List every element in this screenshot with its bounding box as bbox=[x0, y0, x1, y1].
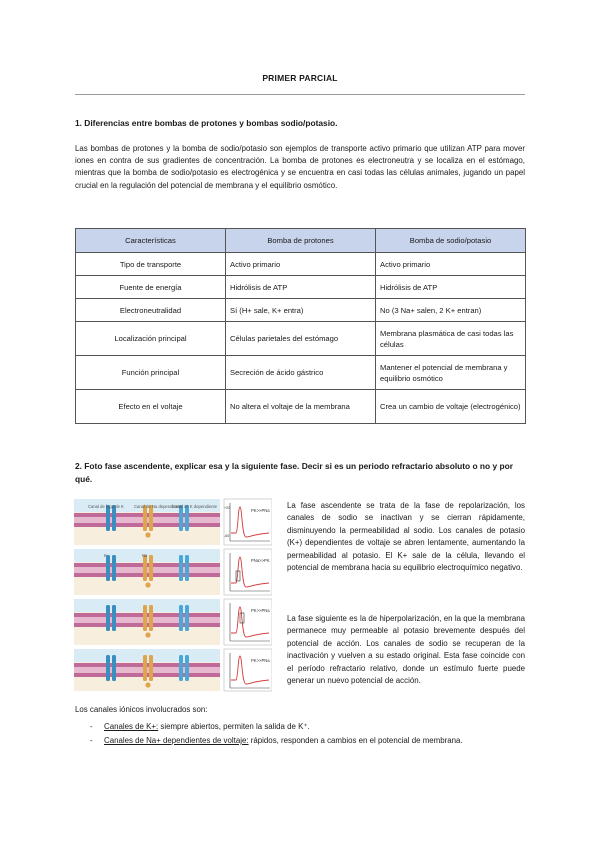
table-cell: No altera el voltaje de la membrana bbox=[226, 390, 376, 424]
table-cell: Activo primario bbox=[226, 253, 376, 276]
permeability-label: PK>>PNa bbox=[251, 608, 270, 613]
list-item bbox=[90, 720, 530, 734]
section2-paragraph-a: La fase ascendente se trata de la fase de repolarización, los canales de sodio se inactivan y se cierran rápidamente, disminuyendo la permeabilidad al sodio. Los canales de potasio (K+) dependientes de voltaje se abren lentamente, aumentando la permeabilidad al potasio. El K+ sale de la célula, llevando el potencial de membrana hacia su equilibrio electroquímico negativo. bbox=[287, 501, 525, 573]
voltage-graph bbox=[224, 649, 272, 691]
list-term: Canales de K+: bbox=[104, 722, 159, 731]
voltage-graph bbox=[224, 599, 272, 645]
table-cell: Tipo de transporte bbox=[76, 253, 226, 276]
table-cell: Electroneutralidad bbox=[76, 299, 226, 322]
table-row bbox=[76, 299, 526, 322]
ion-label: K bbox=[104, 553, 107, 558]
membrane-panel bbox=[74, 599, 220, 645]
channel-label: Canal de K dependiente bbox=[172, 504, 217, 509]
table-cell: Secreción de ácido gástrico bbox=[226, 356, 376, 390]
channel-list bbox=[90, 720, 530, 748]
membrane-panel bbox=[74, 649, 220, 691]
axis-label: +20 bbox=[224, 506, 231, 510]
list-dash: - bbox=[90, 736, 93, 745]
table-cell: Efecto en el voltaje bbox=[76, 390, 226, 424]
section1-paragraph: Las bombas de protones y la bomba de sodio/potasio son ejemplos de transporte activo primario que utilizan ATP para mover iones en contra de sus gradientes de concentración. La bomba de protones es electroneutra y se localiza en el estómago, mientras que la bomba de sodio/potasio es electrogénica y se encuentra en casi todas las células animales, jugando un papel crucial en la regulación del potencial de membrana y el equilibrio osmótico. bbox=[75, 144, 525, 190]
voltage-graph bbox=[224, 499, 272, 545]
table-row bbox=[76, 322, 526, 356]
table-cell: Fuente de energía bbox=[76, 276, 226, 299]
table-cell: Sí (H+ sale, K+ entra) bbox=[226, 299, 376, 322]
list-item bbox=[90, 734, 530, 748]
section1-heading: 1. Diferencias entre bombas de protones y bombas sodio/potasio. bbox=[75, 118, 338, 128]
table-header: Bomba de protones bbox=[226, 229, 376, 253]
action-potential-figure bbox=[74, 497, 272, 692]
table-row bbox=[76, 253, 526, 276]
table-row bbox=[76, 390, 526, 424]
list-term: Canales de Na+ dependientes de voltaje: bbox=[104, 736, 249, 745]
membrane-panel bbox=[74, 499, 220, 545]
list-intro: Los canales iónicos involucrados son: bbox=[75, 705, 208, 714]
permeability-label: PNa>>PK bbox=[251, 558, 270, 563]
table-row bbox=[76, 356, 526, 390]
permeability-label: PK>>PNa bbox=[251, 508, 270, 513]
voltage-graph bbox=[224, 549, 272, 595]
table-cell: Crea un cambio de voltaje (electrogénico) bbox=[376, 390, 526, 424]
table-cell: Membrana plasmática de casi todas las células bbox=[376, 322, 526, 356]
table-header-row bbox=[76, 229, 526, 253]
axis-label: -60 bbox=[224, 534, 230, 538]
channel-label: Canal de Na dependiente bbox=[134, 504, 182, 509]
table-header: Características bbox=[76, 229, 226, 253]
section2-heading: 2. Foto fase ascendente, explicar esa y la siguiente fase. Decir si es un periodo refractario absoluto o no y por qué. bbox=[75, 461, 513, 484]
table-cell: Mantener el potencial de membrana y equilibrio osmótico bbox=[376, 356, 526, 390]
channel-label: Canal de fuga de K bbox=[88, 504, 124, 509]
table-cell: Activo primario bbox=[376, 253, 526, 276]
table-cell: No (3 Na+ salen, 2 K+ entran) bbox=[376, 299, 526, 322]
list-text: siempre abiertos, permiten la salida de K⁺. bbox=[158, 722, 310, 731]
list-dash: - bbox=[90, 722, 93, 731]
membrane-panel bbox=[74, 549, 220, 595]
title-divider bbox=[75, 94, 525, 95]
table-cell: Localización principal bbox=[76, 322, 226, 356]
list-text: rápidos, responden a cambios en el potencial de membrana. bbox=[248, 736, 463, 745]
permeability-label: PK>>PNa bbox=[251, 658, 270, 663]
comparison-table bbox=[75, 228, 526, 424]
table-cell: Células parietales del estómago bbox=[226, 322, 376, 356]
table-row bbox=[76, 276, 526, 299]
table-cell: Hidrólisis de ATP bbox=[376, 276, 526, 299]
section2-paragraph-b: La fase siguiente es la de hiperpolarización, en la que la membrana permanece muy permeable al potasio brevemente después del potencial de acción. Los canales de sodio se recuperan de la inactivación y vuelven a su estado original. Esta fase coincide con el período refractario relativo, donde un estímulo fuerte puede generar un nuevo potencial de acción. bbox=[287, 614, 525, 686]
table-header: Bomba de sodio/potasio bbox=[376, 229, 526, 253]
page-title: PRIMER PARCIAL bbox=[262, 73, 338, 83]
ion-label: Na bbox=[142, 553, 148, 558]
table-cell: Hidrólisis de ATP bbox=[226, 276, 376, 299]
table-cell: Función principal bbox=[76, 356, 226, 390]
